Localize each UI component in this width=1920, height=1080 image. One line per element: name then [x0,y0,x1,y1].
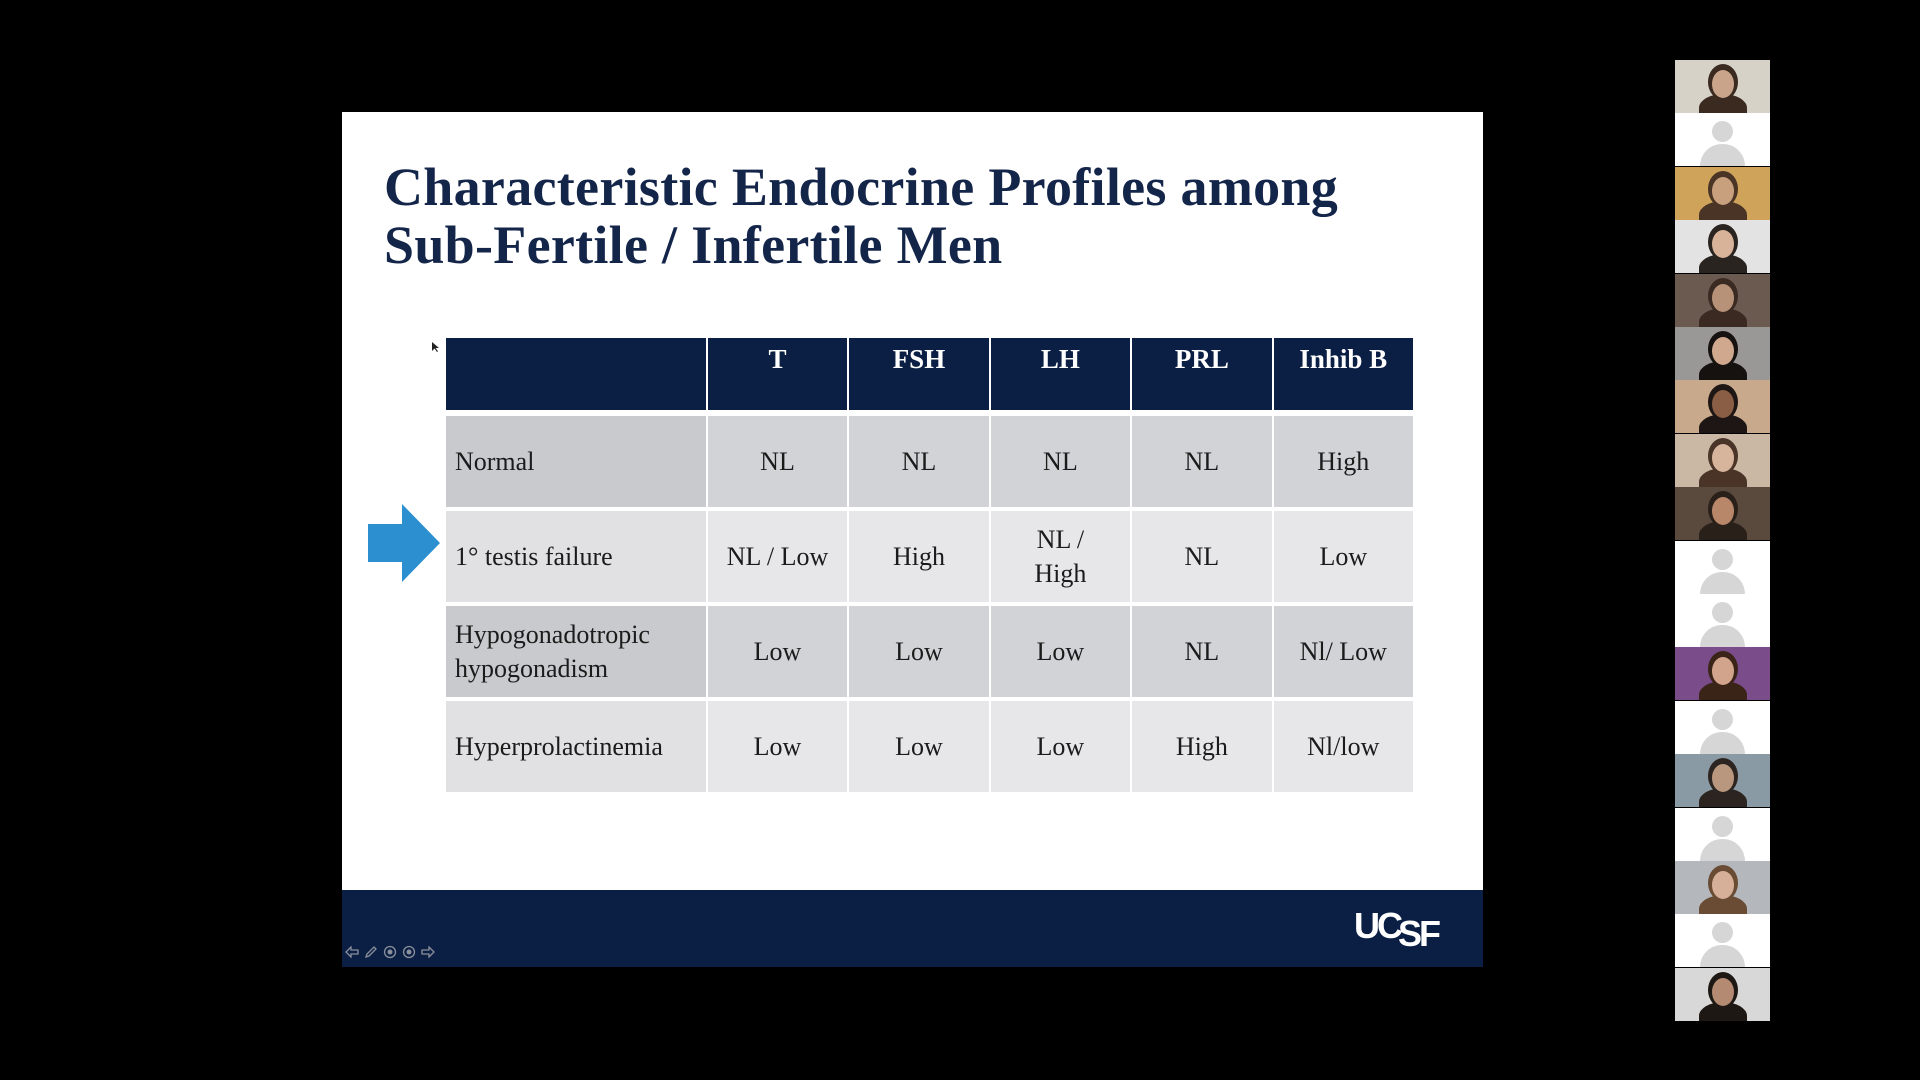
participant-video-strip [1675,60,1770,1020]
participant-tile-no-video[interactable] [1675,808,1770,861]
ucsf-logo: UCSF [1353,905,1438,954]
table-cell: Low [989,697,1130,792]
table-cell: Nl/low [1272,697,1413,792]
avatar-placeholder-icon [1712,922,1733,943]
slide-title-line-2: Sub-Fertile / Infertile Men [384,215,1003,275]
participant-face [1712,871,1734,899]
row-label: 1° testis failure [446,507,706,602]
table-row [446,507,1413,602]
row-label: Hyperprolactinemia [446,697,706,792]
avatar-placeholder-icon [1712,709,1733,730]
participant-video-tile[interactable] [1675,220,1770,273]
row-label: Hypogonadotropic hypogonadism [446,602,706,697]
avatar-placeholder-body [1700,732,1745,754]
next-icon [421,946,435,958]
avatar-placeholder-body [1700,625,1745,647]
participant-video-tile[interactable] [1675,167,1770,220]
table-cell: NL [1130,410,1271,507]
participant-face [1712,230,1734,258]
zoom-icon [402,945,416,959]
participant-tile-no-video[interactable] [1675,594,1770,647]
avatar-placeholder-icon [1712,121,1733,142]
slide-footer-bar [342,890,1483,967]
participant-video-tile[interactable] [1675,861,1770,914]
slide-title [384,158,1424,274]
participant-face [1712,978,1734,1006]
table-header-row [446,338,1413,410]
table-cell: NL [1130,602,1271,697]
previous-slide-button[interactable] [344,944,360,960]
participant-video-tile[interactable] [1675,434,1770,487]
table-cell: Low [847,697,988,792]
participant-face [1712,70,1734,98]
pointer-options-button[interactable] [382,944,398,960]
avatar-placeholder-icon [1712,816,1733,837]
header-cell-prl: PRL [1130,338,1271,410]
participant-face [1712,497,1734,525]
participant-tile-no-video[interactable] [1675,113,1770,166]
table-cell: Low [989,602,1130,697]
header-cell-lh: LH [989,338,1130,410]
zoom-button[interactable] [401,944,417,960]
participant-video-tile[interactable] [1675,60,1770,113]
pen-tool-button[interactable] [363,944,379,960]
participant-face [1712,764,1734,792]
table-cell: Low [847,602,988,697]
table-cell: Low [706,697,847,792]
avatar-placeholder-body [1700,945,1745,967]
table-cell: NL / Low [706,507,847,602]
presentation-slide [342,112,1483,967]
table-cell: NL [989,410,1130,507]
highlight-arrow-icon [368,504,440,582]
participant-video-tile[interactable] [1675,274,1770,327]
participant-face [1712,444,1734,472]
participant-video-tile[interactable] [1675,754,1770,807]
avatar-placeholder-icon [1712,602,1733,623]
header-cell-inhib-b: Inhib B [1272,338,1413,410]
table-cell: High [1130,697,1271,792]
participant-face [1712,657,1734,685]
avatar-placeholder-body [1700,144,1745,166]
previous-icon [345,946,359,958]
avatar-placeholder-body [1700,572,1745,594]
mouse-cursor-icon [432,342,440,352]
participant-video-tile[interactable] [1675,487,1770,540]
avatar-placeholder-icon [1712,549,1733,570]
participant-face [1712,177,1734,205]
participant-video-tile[interactable] [1675,968,1770,1021]
participant-face [1712,390,1734,418]
participant-video-tile[interactable] [1675,647,1770,700]
table-cell: High [1272,410,1413,507]
participant-face [1712,337,1734,365]
table-cell: Nl/ Low [1272,602,1413,697]
header-cell-t: T [706,338,847,410]
table-cell: Low [706,602,847,697]
participant-tile-no-video[interactable] [1675,701,1770,754]
slide-title-line-1: Characteristic Endocrine Profiles among [384,157,1339,217]
header-cell-corner [446,338,706,410]
participant-video-tile[interactable] [1675,327,1770,380]
pen-icon [364,945,378,959]
table-row [446,602,1413,697]
participant-face [1712,284,1734,312]
table-cell: NL [1130,507,1271,602]
table-cell: NL / High [989,507,1130,602]
participant-video-tile[interactable] [1675,380,1770,433]
header-cell-fsh: FSH [847,338,988,410]
endocrine-profiles-table [446,338,1413,792]
pointer-options-icon [383,945,397,959]
next-slide-button[interactable] [420,944,436,960]
table-row [446,697,1413,792]
table-cell: High [847,507,988,602]
table-cell: NL [847,410,988,507]
avatar-placeholder-body [1700,839,1745,861]
table-row [446,410,1413,507]
slideshow-controls [344,944,436,960]
table-cell: Low [1272,507,1413,602]
row-label: Normal [446,410,706,507]
participant-tile-no-video[interactable] [1675,914,1770,967]
participant-tile-no-video[interactable] [1675,541,1770,594]
table-cell: NL [706,410,847,507]
